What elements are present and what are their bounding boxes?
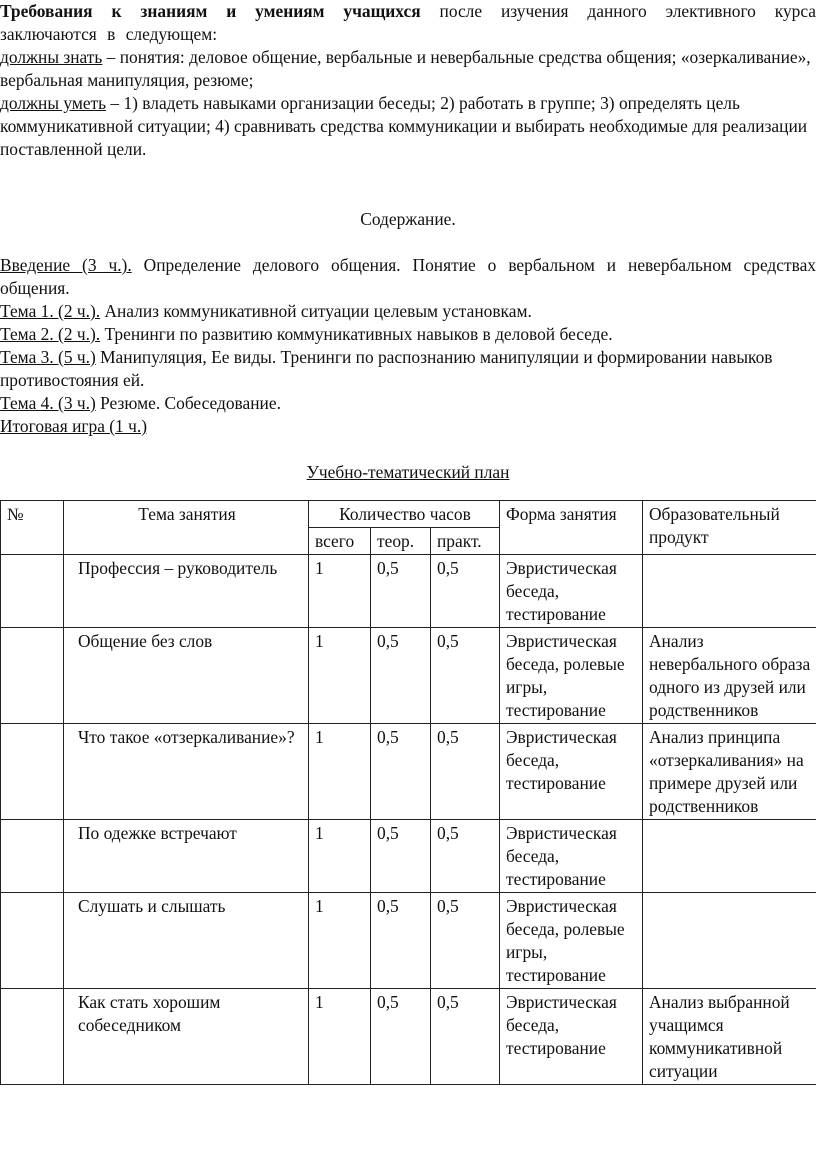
contents-item-label: Тема 4. (3 ч.) [0,393,96,413]
cell-total: 1 [309,555,371,628]
header-hours: Количество часов [309,501,500,528]
cell-num [1,820,64,893]
cell-num [1,724,64,820]
cell-total: 1 [309,724,371,820]
header-practice: практ. [431,528,500,555]
cell-topic: Слушать и слышать [64,893,309,989]
contents-item [0,415,816,438]
cell-form: Эвристическая беседа, ролевые игры, тестирование [500,893,643,989]
table-row [1,555,816,628]
contents-item-text: Определение делового общения. Понятие о вербальном и невербальном средствах общения. [0,255,816,298]
contents-item [0,392,816,415]
contents-list [0,254,816,438]
contents-item-label: Тема 2. (2 ч.). [0,324,101,344]
contents-item-text: Манипуляция, Ее виды. Тренинги по распознанию манипуляции и формировании навыков противостояния ей. [0,347,773,390]
header-form: Форма занятия [500,501,643,555]
cell-total: 1 [309,989,371,1085]
contents-item [0,300,816,323]
can-text: – 1) владеть навыками организации беседы; 2) работать в группе; 3) определять цель коммуникативной ситуации; 4) сравнивать средства коммуникации и выбирать необходимые для реализации поставленной цели. [0,93,808,159]
cell-theory: 0,5 [371,989,431,1085]
know-paragraph [0,46,816,92]
requirements-lead-rest: после изучения данного элективного курса заключаются в следующем: [0,1,816,44]
cell-theory: 0,5 [371,628,431,724]
contents-item [0,323,816,346]
cell-form: Эвристическая беседа, тестирование [500,989,643,1085]
cell-num [1,893,64,989]
cell-practice: 0,5 [431,893,500,989]
cell-num [1,989,64,1085]
cell-num [1,555,64,628]
cell-product [643,555,816,628]
cell-topic: По одежке встречают [64,820,309,893]
cell-total: 1 [309,893,371,989]
cell-theory: 0,5 [371,820,431,893]
requirements-section [0,0,816,161]
cell-theory: 0,5 [371,555,431,628]
cell-practice: 0,5 [431,555,500,628]
table-body [1,555,816,1085]
cell-product [643,893,816,989]
can-paragraph [0,92,816,161]
contents-item [0,254,816,300]
cell-product [643,820,816,893]
contents-item-text: Тренинги по развитию коммуникативных навыков в деловой беседе. [100,324,613,344]
cell-total: 1 [309,820,371,893]
contents-heading: Содержание. [360,209,456,229]
study-plan-table [0,500,816,1085]
header-theory: теор. [371,528,431,555]
know-text: – понятия: деловое общение, вербальные и невербальные средства общения; «озеркаливание», вербальная манипуляция, резюме; [0,47,811,90]
contents-item-label: Тема 3. (5 ч.) [0,347,96,367]
can-label: должны уметь [0,93,107,113]
cell-practice: 0,5 [431,628,500,724]
contents-item-text: Резюме. Собеседование. [95,393,281,413]
cell-form: Эвристическая беседа, тестирование [500,820,643,893]
cell-theory: 0,5 [371,724,431,820]
header-topic: Тема занятия [64,501,309,555]
cell-topic: Общение без слов [64,628,309,724]
header-product: Образовательный продукт [643,501,816,555]
know-label: должны знать [0,47,103,67]
cell-form: Эвристическая беседа, ролевые игры, тестирование [500,628,643,724]
cell-num [1,628,64,724]
table-row [1,989,816,1085]
plan-title-wrap [0,461,816,484]
requirements-lead: Требования к знаниям и умениям учащихся [0,1,421,21]
cell-product: Анализ принципа «отзеркаливания» на примере друзей или родственников [643,724,816,820]
header-num: № [1,501,64,555]
table-row [1,820,816,893]
cell-practice: 0,5 [431,820,500,893]
contents-item-label: Тема 1. (2 ч.). [0,301,101,321]
cell-form: Эвристическая беседа, тестирование [500,724,643,820]
table-header-row [1,501,816,528]
contents-item [0,346,816,392]
header-total: всего [309,528,371,555]
cell-total: 1 [309,628,371,724]
cell-practice: 0,5 [431,724,500,820]
cell-practice: 0,5 [431,989,500,1085]
table-row [1,893,816,989]
table-row [1,724,816,820]
cell-product: Анализ невербального образа одного из друзей или родственников [643,628,816,724]
table-row [1,628,816,724]
contents-item-label: Введение (3 ч.). [0,255,132,275]
contents-item-label: Итоговая игра (1 ч.) [0,416,147,436]
cell-form: Эвристическая беседа, тестирование [500,555,643,628]
cell-topic: Как стать хорошим собеседником [64,989,309,1085]
plan-title: Учебно-тематический план [306,462,510,482]
cell-topic: Что такое «отзеркаливание»? [64,724,309,820]
requirements-paragraph [0,0,816,46]
cell-product: Анализ выбранной учащимся коммуникативной ситуации [643,989,816,1085]
contents-item-text: Анализ коммуникативной ситуации целевым установкам. [100,301,532,321]
cell-theory: 0,5 [371,893,431,989]
cell-topic: Профессия – руководитель [64,555,309,628]
